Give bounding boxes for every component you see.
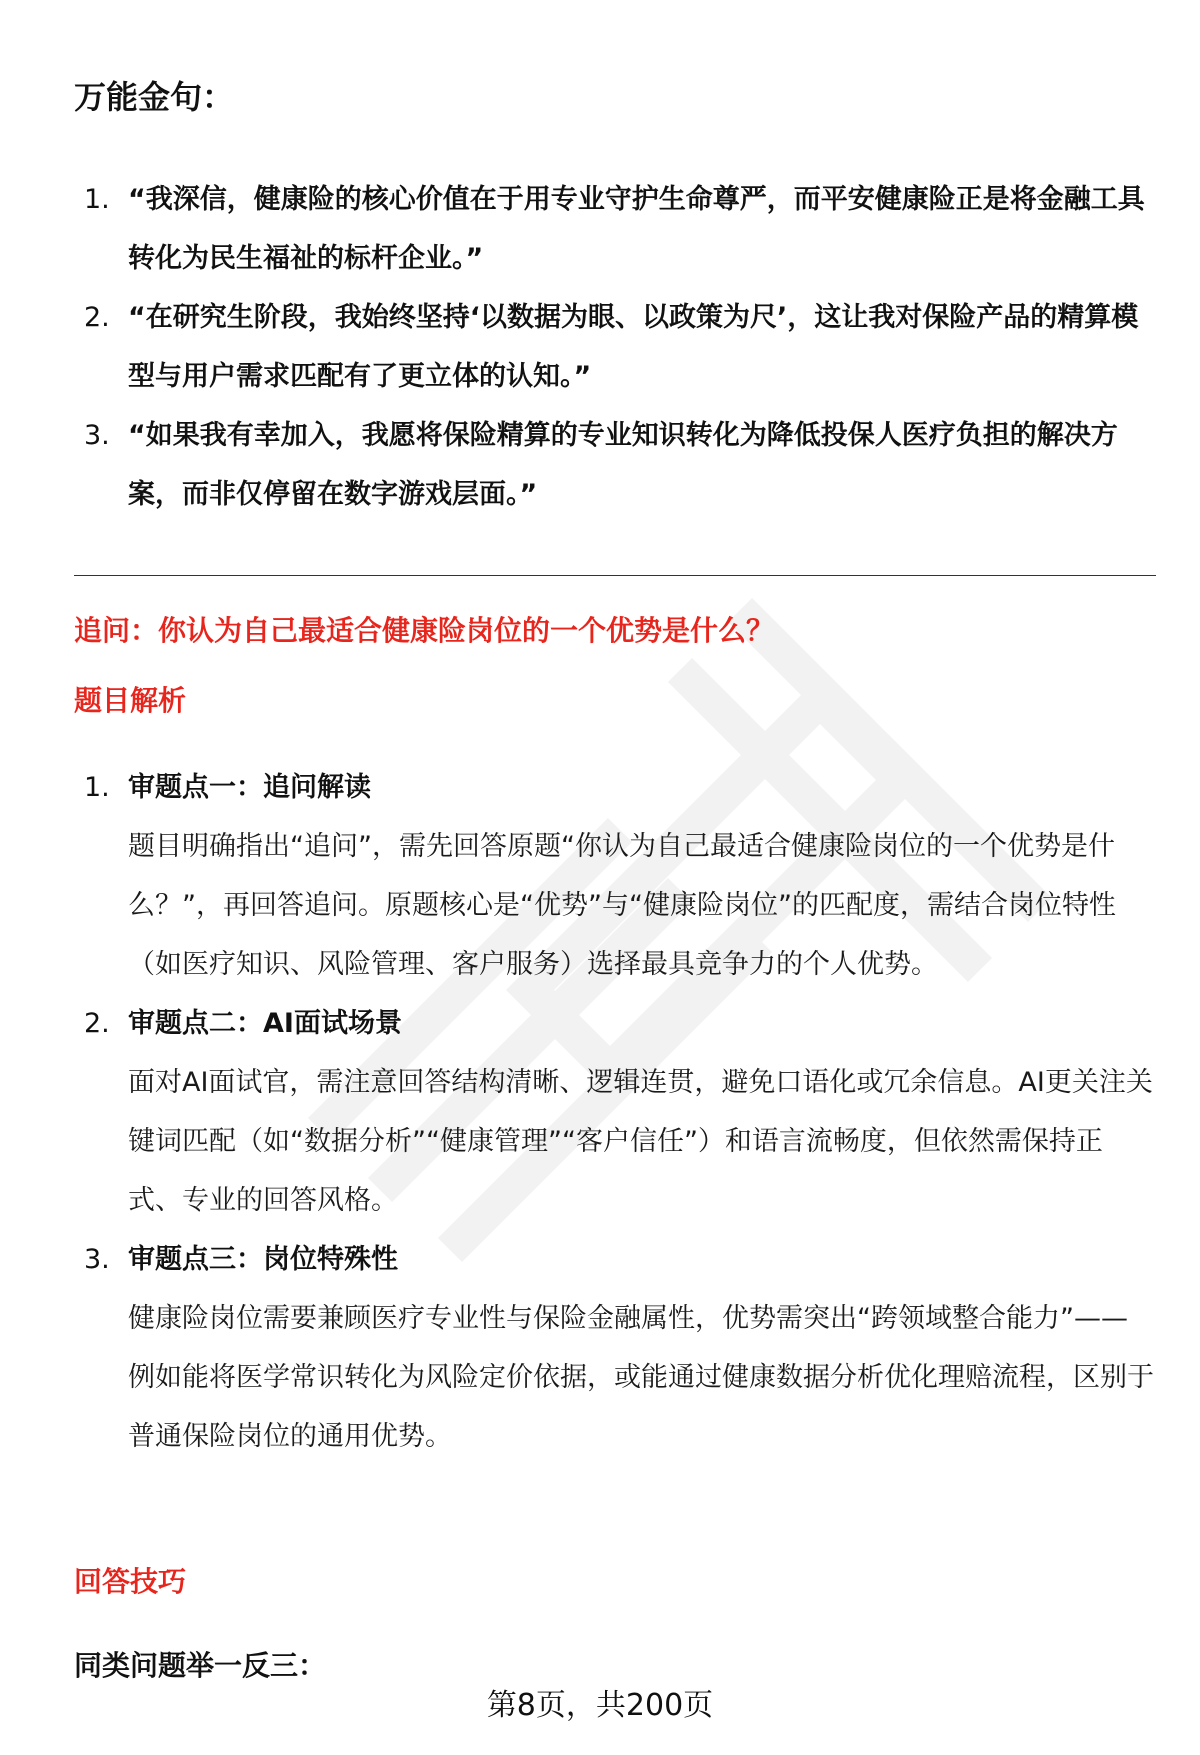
followup-question: 追问：你认为自己最适合健康险岗位的一个优势是什么？: [74, 614, 775, 647]
point-body: 健康险岗位需要兼顾医疗专业性与保险金融属性，优势需突出“跨领域整合能力”——例如能将医学常识转化为风险定价依据，或能通过健康数据分析优化理赔流程，区别于普通保险岗位的通用优势。: [128, 1303, 1154, 1452]
list-item: [74, 1230, 1154, 1466]
point-body: 面对AI面试官，需注意回答结构清晰、逻辑连贯，避免口语化或冗余信息。AI更关注关键词匹配（如“数据分析”“健康管理”“客户信任”）和语言流畅度，但依然需保持正式、专业的回答风格。: [128, 1067, 1153, 1216]
quote-list: [74, 170, 1154, 524]
quote-text: “如果我有幸加入，我愿将保险精算的专业知识转化为降低投保人医疗负担的解决方案，而非仅停留在数字游戏层面。”: [128, 420, 1118, 510]
quote-text: “我深信，健康险的核心价值在于用专业守护生命尊严，而平安健康险正是将金融工具转化为民生福祉的标杆企业。”: [128, 184, 1145, 274]
list-item: [74, 994, 1154, 1230]
universal-phrases-heading: 万能金句：: [74, 78, 235, 116]
similar-questions-heading: 同类问题举一反三：: [74, 1649, 327, 1682]
list-number: 2.: [84, 302, 110, 333]
list-item: [74, 170, 1154, 288]
list-number: 3.: [84, 1244, 110, 1275]
point-body: 题目明确指出“追问”，需先回答原题“你认为自己最适合健康险岗位的一个优势是什么？”，再回答追问。原题核心是“优势”与“健康险岗位”的匹配度，需结合岗位特性（如医疗知识、风险管理、客户服务）选择最具竞争力的个人优势。: [128, 831, 1116, 980]
list-number: 1.: [84, 184, 110, 215]
analysis-point-list: [74, 758, 1154, 1466]
analysis-heading: 题目解析: [74, 684, 187, 717]
list-number: 1.: [84, 772, 110, 803]
point-title: 审题点三：岗位特殊性: [128, 1244, 398, 1275]
answer-tips-heading: 回答技巧: [74, 1565, 187, 1598]
quote-text: “在研究生阶段，我始终坚持‘以数据为眼、以政策为尺’，这让我对保险产品的精算模型与用户需求匹配有了更立体的认知。”: [128, 302, 1139, 392]
point-title: 审题点二：AI面试场景: [128, 1008, 402, 1039]
page-number: 第8页，共200页: [486, 1688, 714, 1723]
section-divider: [74, 575, 1156, 576]
point-title: 审题点一：追问解读: [128, 772, 371, 803]
list-number: 2.: [84, 1008, 110, 1039]
list-number: 3.: [84, 420, 110, 451]
list-item: [74, 288, 1154, 406]
list-item: [74, 758, 1154, 994]
list-item: [74, 406, 1154, 524]
